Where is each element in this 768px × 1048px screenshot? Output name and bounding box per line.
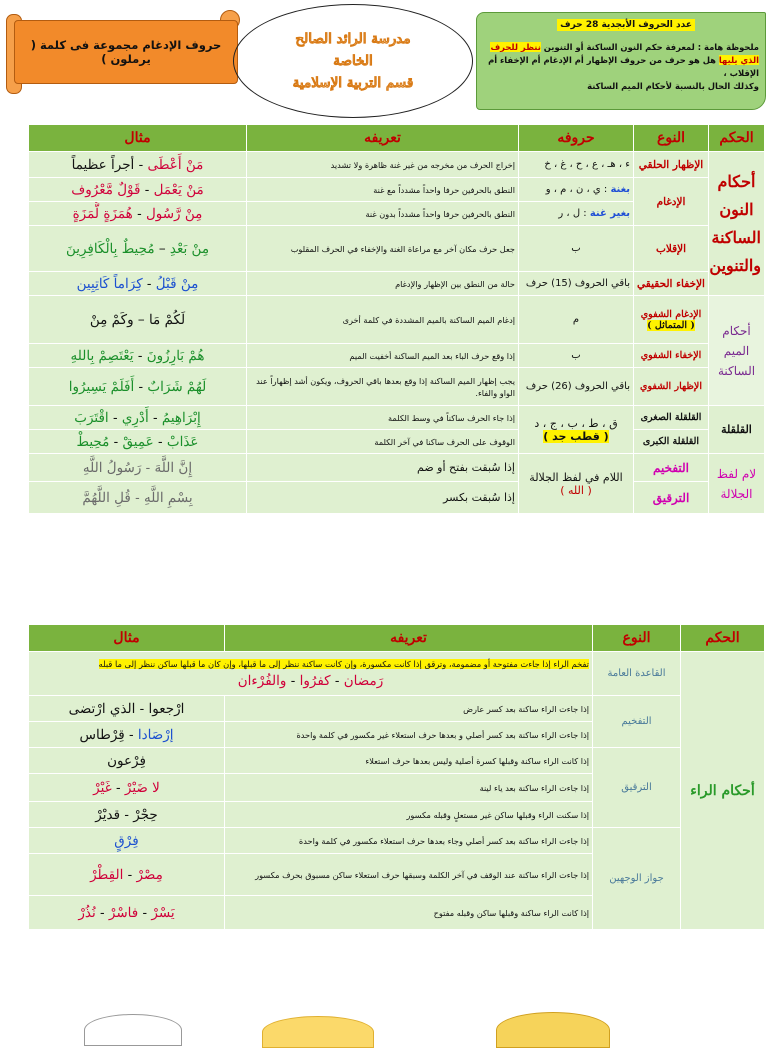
general-rule-example: رَمضان - كفرُوا - والفُرْءان xyxy=(237,672,384,689)
row-type: القلقلة الصغرى xyxy=(634,406,709,430)
alphabet-count: عدد الحروف الأبجدية 28 حرف xyxy=(557,19,695,31)
general-rule-text: تفخم الراء إذا جاءت مفتوحة أو مضمومة، وترقق إذا كانت مكسورة، وإن كانت ساكنة ننظر إلى ما قبلها، وإن كان ما قبلها ساكن ننظر إلى ما قبله xyxy=(98,658,589,669)
header-letters: حروفه xyxy=(519,125,634,152)
row-letters: ب xyxy=(519,344,634,368)
row-example: لا ضَيْرْ - غَيْرْ xyxy=(29,774,225,802)
table-header-row xyxy=(29,125,765,152)
row-example: إرْصَادا - قِرْطاس xyxy=(29,722,225,748)
row-definition: إذا سُبقت بكسر xyxy=(247,482,519,514)
category-meem: أحكام الميم الساكنة xyxy=(709,296,765,406)
row-example: حِجْرْ - قديْرْ xyxy=(29,802,225,828)
row-example: مِنْ بَعْدِ – مُحِيطٌ بِالْكَافِرِينَ xyxy=(29,226,247,272)
row-example: مَنْ يَعْمَل - قَوْلٌ مَّعْرُوف xyxy=(29,178,247,202)
row-letters: اللام في لفظ الجلالة ( الله ) xyxy=(519,454,634,514)
decor-cloud-3 xyxy=(496,1012,610,1048)
row-definition: إذا سكنت الراء وقبلها ساكن غير مستعلٍ وقبله مكسور xyxy=(225,802,593,828)
row-letters: ء ، هـ ، ع ، ح ، غ ، خ xyxy=(519,152,634,178)
row-definition: الوقوف على الحرف ساكنا في آخر الكلمة xyxy=(247,430,519,454)
table-row xyxy=(29,368,765,406)
row-definition: يجب إظهار الميم الساكنة إذا وقع بعدها باقي الحروف، ويكون أشد إظهاراً عند الواو والفاء. xyxy=(247,368,519,406)
row-type: التفخيم xyxy=(634,454,709,482)
tajweed-table xyxy=(28,124,765,514)
row-type: الإدغام xyxy=(634,178,709,226)
row-definition: جعل حرف مكان آخر مع مراعاة الغنة والإخفاء في الحرف المقلوب xyxy=(247,226,519,272)
row-letters: م xyxy=(519,296,634,344)
school-name: مدرسة الرائد الصالح xyxy=(295,31,411,47)
header-definition: تعريفه xyxy=(247,125,519,152)
row-definition: النطق بالحرفين حرفا واحداً مشدداً مع غنة xyxy=(247,178,519,202)
row-definition: إذا كانت الراء ساكنة وقبلها ساكن وقبله مفتوح xyxy=(225,896,593,930)
row-example: ارْجعوا - الذي ارْتضى xyxy=(29,696,225,722)
row-type: التفخيم xyxy=(593,696,681,748)
row-example: مِصْرْ - القِطْرْ xyxy=(29,854,225,896)
row-definition: إذا سُبقت بفتح أو ضم xyxy=(247,454,519,482)
row-example: هُمْ بَارِزُونَ - يَعْتَصِمْ بِاللهِ xyxy=(29,344,247,368)
note-text xyxy=(481,41,759,93)
row-example: مَنْ أَعْطَى - أجراً عظيماً xyxy=(29,152,247,178)
note-part-a: ملحوظة هامة : لمعرفة حكم النون الساكنة أو التنوين xyxy=(540,42,759,52)
note-box xyxy=(476,12,766,110)
category-qalqala: القلقلة xyxy=(709,406,765,454)
category-noon: أحكام النون الساكنة والتنوين xyxy=(709,152,765,296)
table-row xyxy=(29,482,765,514)
table-row xyxy=(29,178,765,202)
header-type: النوع xyxy=(634,125,709,152)
row-letters: باقي الحروف (26) حرف xyxy=(519,368,634,406)
row-example: مِنْ قَبْلُ - كِرَاماً كَاتِبِين xyxy=(29,272,247,296)
table-row xyxy=(29,828,765,854)
header-ruling: الحكم xyxy=(709,125,765,152)
row-definition: إذا كانت الراء ساكنة وقبلها كسرة أصلية وليس بعدها حرف استعلاء xyxy=(225,748,593,774)
row-letters: ب xyxy=(519,226,634,272)
table-row xyxy=(29,430,765,454)
raa-rules-table xyxy=(28,624,765,930)
row-letters: بغنة : ي ، ن ، م ، و xyxy=(519,178,634,202)
row-type: جواز الوجهين xyxy=(593,828,681,930)
row-example: عَذَابْ - عَمِيقْ - مُحِيطْ xyxy=(29,430,247,454)
row-letters: ق ، ط ، ب ، ج ، د ( قطب جد ) xyxy=(519,406,634,454)
row-letters: بغير غنة : ل ، ر xyxy=(519,202,634,226)
row-type: الترقيق xyxy=(634,482,709,514)
table-row xyxy=(29,454,765,482)
general-rule xyxy=(29,652,593,696)
row-type: القلقلة الكبرى xyxy=(634,430,709,454)
row-example: مِنْ رَّسُول - هُمَزَةٍ لُّمَزَةٍ xyxy=(29,202,247,226)
note-part-c: هل هو حرف من حروف الإظهار أم الإدغام أم الإخفاء أم الإقلاب ، xyxy=(488,55,759,78)
category-lam: لام لفظ الجلالة xyxy=(709,454,765,514)
table-row xyxy=(29,272,765,296)
row-definition: إذا جاءت الراء ساكنة بعد كسر أصلي وجاء بعدها حرف استعلاء مكسور في كلمة واحدة xyxy=(225,828,593,854)
row-definition: النطق بالحرفين حرفا واحداً مشدداً بدون غنة xyxy=(247,202,519,226)
row-type: الإظهار الحلقي xyxy=(634,152,709,178)
note-part-d: وكذلك الحال بالنسبة لأحكام الميم الساكنة xyxy=(587,81,759,91)
table-row xyxy=(29,296,765,344)
table-row xyxy=(29,406,765,430)
header-example: مثال xyxy=(29,625,225,652)
table-row xyxy=(29,696,765,722)
row-type: الإخفاء الشفوي xyxy=(634,344,709,368)
row-type: الإقلاب xyxy=(634,226,709,272)
category-raa: أحكام الراء xyxy=(681,652,765,930)
table-row xyxy=(29,652,765,696)
row-example: بِسْمِ اللَّهِ - قُلِ اللَّهُمَّ xyxy=(29,482,247,514)
row-definition: إدغام الميم الساكنة بالميم المشددة في كلمة أخرى xyxy=(247,296,519,344)
decor-cloud-2 xyxy=(262,1016,374,1048)
row-definition: إذا جاءت الراء ساكنة بعد ياء لينة xyxy=(225,774,593,802)
row-definition: إذا جاءت الراء ساكنة عند الوقف في آخر الكلمة وسبقها حرف استعلاء ساكن مسبوق بحرف مكسور xyxy=(225,854,593,896)
header-type: النوع xyxy=(593,625,681,652)
row-definition: حالة من النطق بين الإظهار والإدغام xyxy=(247,272,519,296)
row-example: إِبْرَاهِيمُ - أَدْرِي - اقْتَرَبَ xyxy=(29,406,247,430)
row-definition: إذا جاءت الراء ساكنة بعد كسر أصلي و بعدها حرف استعلاء غير مكسور في كلمة واحدة xyxy=(225,722,593,748)
row-type: الإظهار الشفوي xyxy=(634,368,709,406)
row-example: يَسْرْ - فاسْرْ - نُذُرْ xyxy=(29,896,225,930)
row-example: فِرْعون xyxy=(29,748,225,774)
row-definition: إذا جاء الحرف ساكناً في وسط الكلمة xyxy=(247,406,519,430)
row-type: الترقيق xyxy=(593,748,681,828)
school-type: الخاصة xyxy=(333,53,373,69)
row-definition: إخراج الحرف من مخرجه من غير غنة ظاهرة ولا تشديد xyxy=(247,152,519,178)
row-type: الإدغام الشفوي ( المتماثل ) xyxy=(634,296,709,344)
table-row xyxy=(29,344,765,368)
row-example: إِنَّ اللَّهَ - رَسُولُ اللَّهِ xyxy=(29,454,247,482)
note-part-b: ننظر للحرف الذي يليها xyxy=(490,42,759,65)
row-type: الإخفاء الحقيقي xyxy=(634,272,709,296)
header-example: مثال xyxy=(29,125,247,152)
table-row xyxy=(29,152,765,178)
header-definition: تعريفه xyxy=(225,625,593,652)
school-title-oval xyxy=(233,4,473,118)
banner-text: حروف الإدغام مجموعة فى كلمة ( يرملون ) xyxy=(30,38,222,66)
row-type: القاعدة العامة xyxy=(593,652,681,696)
scroll-banner xyxy=(4,8,240,94)
department-name: قسم التربية الإسلامية xyxy=(292,75,414,91)
table-row xyxy=(29,748,765,774)
table-header-row xyxy=(29,625,765,652)
row-letters: باقي الحروف (15) حرف xyxy=(519,272,634,296)
row-definition: إذا وقع حرف الباء بعد الميم الساكنة أخفيت الميم xyxy=(247,344,519,368)
row-example: لَهُمْ شَرَابٌ - أَفَلَمْ يَسِيرُوا xyxy=(29,368,247,406)
header-ruling: الحكم xyxy=(681,625,765,652)
decor-cloud-1 xyxy=(84,1014,182,1046)
scroll-banner-body xyxy=(14,20,238,84)
table-row xyxy=(29,226,765,272)
row-definition: إذا جاءت الراء ساكنة بعد كسر عارض xyxy=(225,696,593,722)
row-example: لَكُمْ مَا – وكَمْ مِنْ xyxy=(29,296,247,344)
row-example: فِرْقٍ xyxy=(29,828,225,854)
